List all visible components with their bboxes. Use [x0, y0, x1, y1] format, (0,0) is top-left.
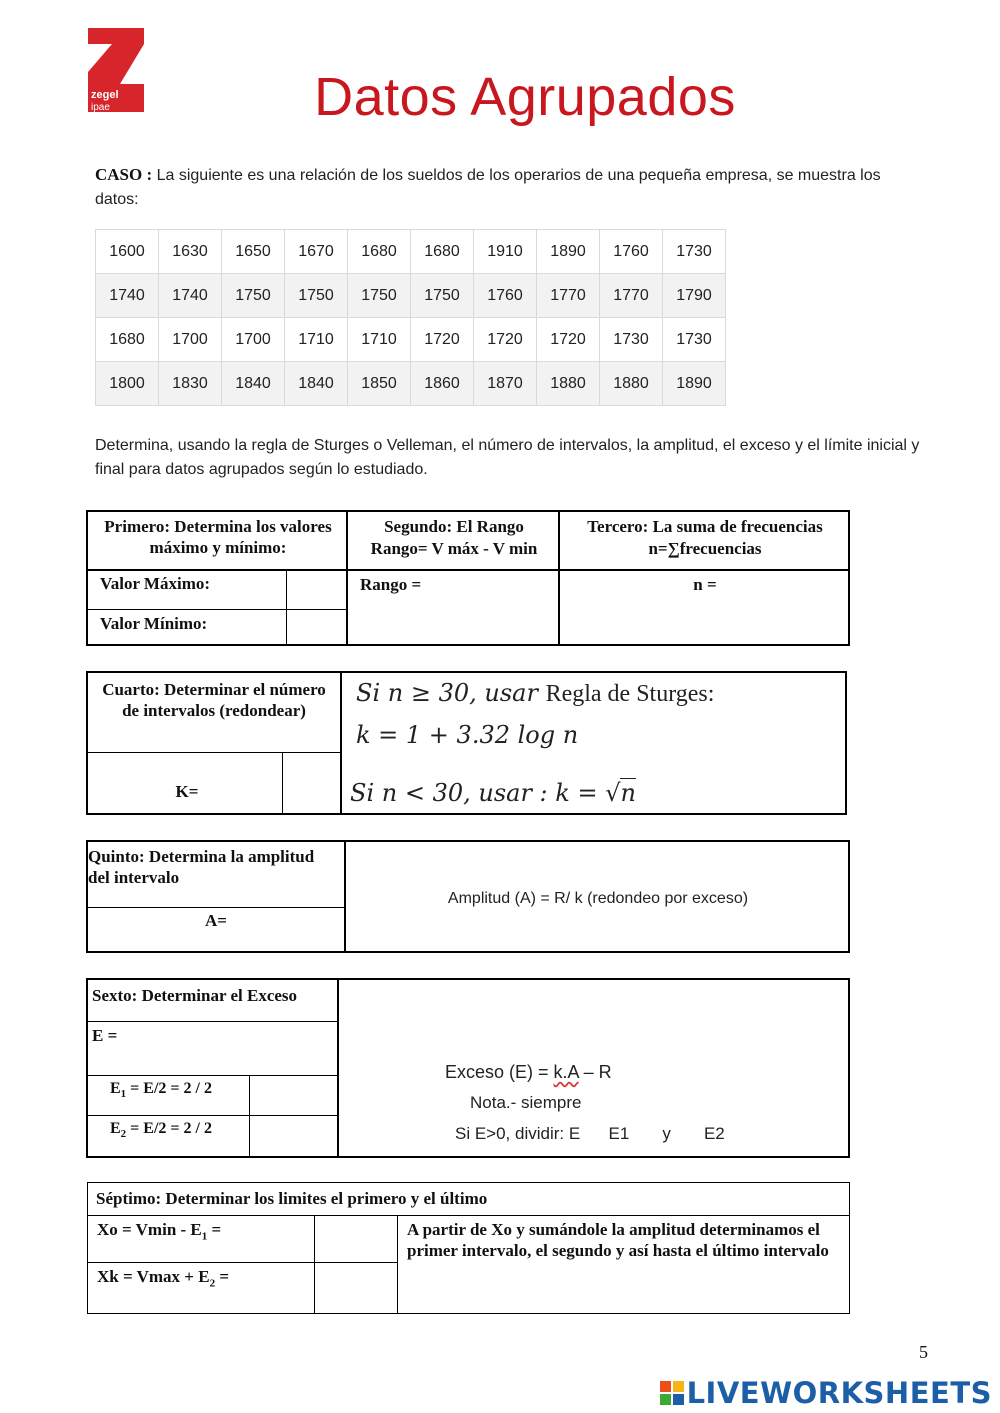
step5-header: Quinto: Determina la amplitud del intervalo	[88, 847, 315, 887]
range-input[interactable]	[430, 571, 554, 643]
table-cell: 1890	[537, 230, 600, 274]
k-input[interactable]	[284, 754, 338, 812]
logo-text-ipae: ipae	[91, 102, 110, 112]
table-cell: 1600	[96, 230, 159, 274]
table-cell: 1680	[411, 230, 474, 274]
table-cell: 1700	[159, 318, 222, 362]
table-cell: 1750	[348, 274, 411, 318]
e2-input[interactable]	[251, 1117, 335, 1155]
e2-label: $E_2 = E/2 = 2 / 2$	[110, 1120, 212, 1141]
table-cell: 1750	[222, 274, 285, 318]
table-cell: 1750	[411, 274, 474, 318]
n-label: n =	[693, 575, 717, 594]
table-cell: 1830	[159, 362, 222, 406]
step2-header-formula: Rango= V máx - V min	[370, 539, 538, 558]
sturges-formula: k = 1 + 3.32 log n	[356, 721, 579, 749]
amplitude-formula: Amplitud (A) = R/ k (redondeo por exceso)	[447, 890, 749, 907]
xk-label: $Xk = Vmax + E_2$ =	[97, 1267, 230, 1290]
min-value-input[interactable]	[288, 611, 344, 644]
xo-input[interactable]	[316, 1217, 396, 1261]
case-text: La siguiente es una relación de los sueldos de los operarios de una pequeña empresa, se muestra los datos:	[95, 167, 881, 208]
step3-header-title: Tercero: La suma de frecuencias	[587, 517, 823, 536]
table-cell: 1870	[474, 362, 537, 406]
step4-box	[86, 671, 847, 815]
table-cell: 1880	[537, 362, 600, 406]
table-cell: 1800	[96, 362, 159, 406]
case-paragraph	[95, 163, 925, 212]
table-cell: 1650	[222, 230, 285, 274]
liveworksheets-brand[interactable]	[659, 1376, 992, 1410]
min-value-label: Valor Mínimo:	[100, 614, 208, 633]
table-cell: 1740	[96, 274, 159, 318]
sqrt-rule-text: Si n < 30, usar : k =	[350, 779, 606, 807]
table-cell: 1670	[285, 230, 348, 274]
step1-box	[86, 510, 850, 646]
excess-formula: Exceso (E) = k.A – R	[445, 1062, 612, 1082]
excess-label: E =	[92, 1026, 118, 1045]
liveworksheets-logo-icon	[659, 1380, 685, 1406]
logo-text-zegel: zegel	[91, 89, 119, 101]
range-label: Rango =	[360, 575, 422, 594]
k-label: K=	[175, 782, 199, 801]
step6-box	[86, 978, 850, 1158]
instructions-paragraph: Determina, usando la regla de Sturges o Velleman, el número de intervalos, la amplitud, el exceso y el límite inicial y final para datos agrupados según lo estudiado.	[95, 437, 920, 478]
sturges-rule-name: Regla de Sturges:	[545, 681, 715, 707]
page-title: Datos Agrupados	[314, 67, 736, 127]
step4-header: Cuarto: Determinar el número de intervalos (redondear)	[102, 680, 326, 720]
table-cell: 1730	[663, 230, 726, 274]
table-cell: 1680	[348, 230, 411, 274]
table-cell: 1850	[348, 362, 411, 406]
table-row	[96, 362, 726, 406]
brand-text: LIVEWORKSHEETS	[686, 1376, 992, 1410]
table-cell: 1740	[159, 274, 222, 318]
sturges-rule-text	[356, 679, 714, 708]
e1-label: $E_1 = E/2 = 2 / 2$	[110, 1080, 212, 1101]
table-cell: 1720	[537, 318, 600, 362]
step7-header: Séptimo: Determinar los limites el primero y el último	[96, 1189, 488, 1208]
table-row	[96, 274, 726, 318]
table-cell: 1700	[222, 318, 285, 362]
table-cell: 1710	[348, 318, 411, 362]
table-cell: 1720	[474, 318, 537, 362]
excess-input[interactable]	[128, 1024, 328, 1072]
step2-header-title: Segundo: El Rango	[384, 517, 524, 536]
excess-note: Nota.- siempre	[470, 1093, 582, 1112]
sqrt-rule: Si n < 30, usar : k = √n	[350, 779, 636, 807]
salary-data-table	[95, 229, 726, 406]
table-cell: 1680	[96, 318, 159, 362]
step1-header: Primero: Determina los valores máximo y mínimo:	[104, 517, 332, 557]
table-cell: 1880	[600, 362, 663, 406]
table-cell: 1750	[285, 274, 348, 318]
table-cell: 1760	[600, 230, 663, 274]
table-cell: 1840	[222, 362, 285, 406]
table-cell: 1710	[285, 318, 348, 362]
step5-box	[86, 840, 850, 953]
excess-division-rule: Si E>0, dividir: E E1 y E2	[455, 1124, 725, 1143]
table-row	[96, 318, 726, 362]
e1-input[interactable]	[251, 1077, 335, 1114]
max-value-input[interactable]	[288, 571, 344, 608]
table-row	[96, 230, 726, 274]
page-number: 5	[919, 1342, 928, 1362]
n-input[interactable]	[568, 597, 838, 641]
limits-note: A partir de Xo y sumándole la amplitud determinamos el primer intervalo, el segundo y así hasta el último intervalo	[407, 1220, 829, 1260]
table-cell: 1840	[285, 362, 348, 406]
step3-header-formula: n=∑frecuencias	[648, 539, 762, 558]
table-cell: 1720	[411, 318, 474, 362]
amplitude-input[interactable]	[90, 930, 342, 950]
table-cell: 1760	[474, 274, 537, 318]
table-cell: 1860	[411, 362, 474, 406]
xo-label: $Xo = Vmin - E_1$ =	[97, 1220, 222, 1243]
table-cell: 1890	[663, 362, 726, 406]
max-value-label: Valor Máximo:	[100, 574, 211, 593]
table-cell: 1770	[600, 274, 663, 318]
step7-box	[87, 1182, 850, 1314]
table-cell: 1790	[663, 274, 726, 318]
case-label: CASO :	[95, 165, 153, 184]
table-cell: 1730	[663, 318, 726, 362]
xk-input[interactable]	[316, 1264, 396, 1312]
step6-header: Sexto: Determinar el Exceso	[92, 986, 298, 1005]
amplitude-label: A=	[205, 911, 227, 930]
sqrt-rule-radicand: n	[620, 779, 636, 807]
table-cell: 1730	[600, 318, 663, 362]
table-cell: 1770	[537, 274, 600, 318]
sturges-condition: Si n ≥ 30, usar	[356, 679, 538, 707]
table-cell: 1910	[474, 230, 537, 274]
table-cell: 1630	[159, 230, 222, 274]
